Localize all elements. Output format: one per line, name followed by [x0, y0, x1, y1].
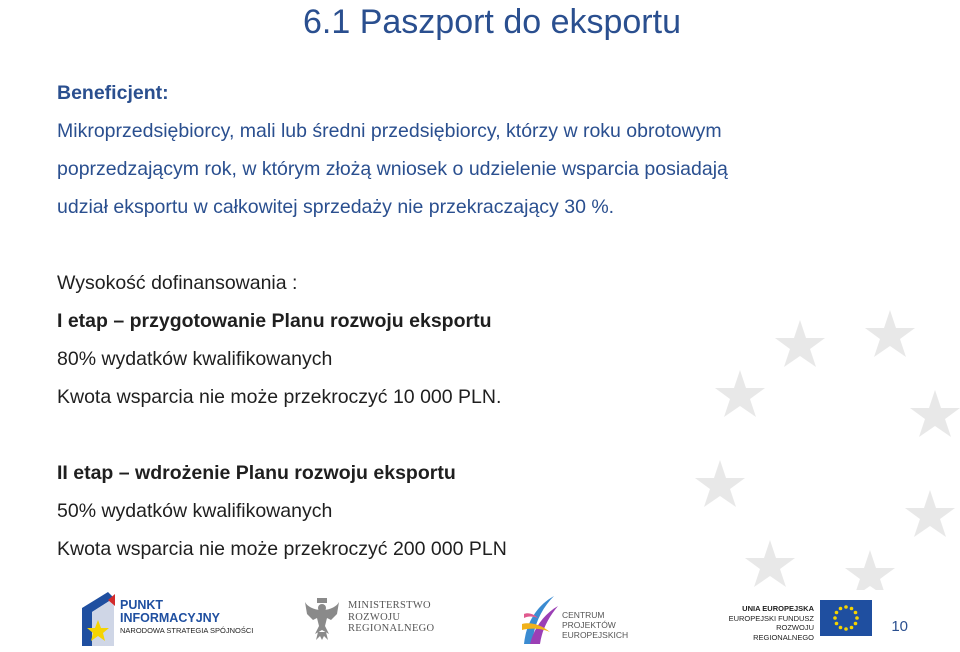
nss-emblem-icon [78, 590, 116, 648]
beneficiary-line: udział eksportu w całkowitej sprzedaży nie przekraczający 30 %. [57, 196, 615, 218]
beneficiary-line: Mikroprzedsiębiorcy, mali lub średni przedsiębiorcy, którzy w roku obrotowym [57, 120, 722, 142]
logo1-line1: PUNKT [120, 598, 164, 612]
logo1-line3: NARODOWA STRATEGIA SPÓJNOŚCI [120, 626, 254, 635]
stage1-title: I etap – przygotowanie Planu rozwoju eksportu [57, 310, 492, 332]
eu-flag-icon [820, 600, 872, 636]
logo4-line1: UNIA EUROPEJSKA [742, 604, 814, 613]
page-number: 10 [891, 618, 908, 635]
logo2-line3: REGIONALNEGO [348, 623, 435, 634]
logo-unia-europejska [716, 590, 876, 648]
cpe-swoosh-icon [520, 594, 560, 646]
logo3-line2: EUROPEJSKICH [562, 630, 629, 640]
beneficiary-line: poprzedzającym rok, w którym złożą wniosek o udzielenie wsparcia posiadają [57, 158, 728, 180]
stage2-limit: Kwota wsparcia nie może przekroczyć 200 000 PLN [57, 538, 507, 560]
polish-eagle-icon [305, 596, 339, 640]
logo-ministerstwo [305, 590, 445, 648]
logo2-line1: MINISTERSTWO [348, 600, 431, 611]
logo2-line2: ROZWOJU [348, 611, 401, 623]
logo-punkt-informacyjny [78, 590, 268, 648]
logo4-line2: EUROPEJSKI FUNDUSZ [728, 613, 814, 623]
slide-title-text: 6.1 Paszport do eksportu [302, 3, 681, 41]
stage1-rate: 80% wydatków kwalifikowanych [57, 348, 333, 370]
stage2-rate: 50% wydatków kwalifikowanych [57, 500, 333, 522]
logo-cpe [520, 590, 660, 648]
logo3-line1: CENTRUM PROJEKTÓW [562, 610, 616, 630]
spacer [57, 226, 937, 264]
spacer [57, 416, 937, 454]
beneficiary-heading: Beneficjent: [57, 82, 169, 104]
logo4-line3: ROZWOJU REGIONALNEGO [753, 623, 814, 642]
funding-heading: Wysokość dofinansowania : [57, 272, 298, 294]
logo1-line2: INFORMACYJNY [120, 611, 221, 625]
footer-logos [0, 590, 960, 652]
slide-content [57, 74, 937, 568]
stage1-limit: Kwota wsparcia nie może przekroczyć 10 000 PLN. [57, 386, 502, 408]
stage2-title: II etap – wdrożenie Planu rozwoju eksportu [57, 462, 456, 484]
slide-title [0, 0, 960, 44]
